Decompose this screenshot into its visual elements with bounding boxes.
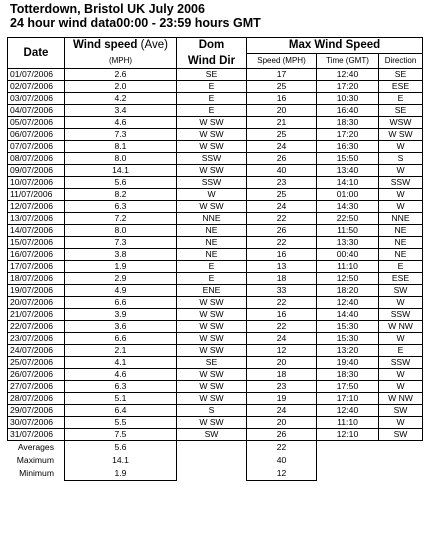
cell-dom-dir: E <box>177 81 247 93</box>
cell-max-dir: W <box>379 417 423 429</box>
cell-date: 29/07/2006 <box>8 405 65 417</box>
summary-label: Minimum <box>19 468 54 479</box>
cell-dom-dir: ENE <box>177 285 247 297</box>
cell-max-time: 12:40 <box>317 69 379 81</box>
summary-blank <box>317 454 379 467</box>
cell-max-dir: W NW <box>379 393 423 405</box>
cell-date: 01/07/2006 <box>8 69 65 81</box>
summary-blank <box>379 467 423 481</box>
cell-ave-speed: 3.9 <box>65 309 177 321</box>
cell-date: 30/07/2006 <box>8 417 65 429</box>
cell-max-speed: 16 <box>247 309 317 321</box>
cell-date: 05/07/2006 <box>8 117 65 129</box>
table-row <box>8 429 423 441</box>
header-max-wind-speed: Max Wind Speed <box>247 38 423 54</box>
cell-ave-speed: 8.2 <box>65 189 177 201</box>
table-row <box>8 345 423 357</box>
cell-dom-dir: W SW <box>177 117 247 129</box>
cell-max-dir: W <box>379 189 423 201</box>
summary-max: 40 <box>247 454 317 467</box>
cell-date: 25/07/2006 <box>8 357 65 369</box>
cell-max-speed: 12 <box>247 345 317 357</box>
cell-max-dir: W <box>379 141 423 153</box>
cell-dom-dir: W SW <box>177 201 247 213</box>
table-row <box>8 321 423 333</box>
cell-dom-dir: S <box>177 405 247 417</box>
cell-date: 15/07/2006 <box>8 237 65 249</box>
cell-max-dir: SE <box>379 105 423 117</box>
title-location: Totterdown, Bristol UK July 2006 <box>10 2 205 16</box>
cell-max-speed: 16 <box>247 93 317 105</box>
table-row <box>8 309 423 321</box>
cell-ave-speed: 8.0 <box>65 225 177 237</box>
cell-max-speed: 23 <box>247 177 317 189</box>
summary-blank <box>317 441 379 455</box>
cell-dom-dir: W <box>177 189 247 201</box>
cell-ave-speed: 4.9 <box>65 285 177 297</box>
cell-date: 18/07/2006 <box>8 273 65 285</box>
cell-date: 21/07/2006 <box>8 309 65 321</box>
cell-dom-dir: W SW <box>177 165 247 177</box>
header-date: Date <box>8 38 65 69</box>
summary-blank <box>177 454 247 467</box>
cell-ave-speed: 5.6 <box>65 177 177 189</box>
cell-ave-speed: 4.2 <box>65 93 177 105</box>
cell-max-dir: SSW <box>379 309 423 321</box>
cell-max-dir: E <box>379 93 423 105</box>
cell-date: 03/07/2006 <box>8 93 65 105</box>
cell-ave-speed: 6.3 <box>65 201 177 213</box>
table-row <box>8 177 423 189</box>
cell-date: 04/07/2006 <box>8 105 65 117</box>
table-row <box>8 285 423 297</box>
cell-max-dir: SE <box>379 69 423 81</box>
cell-max-speed: 26 <box>247 153 317 165</box>
cell-max-speed: 25 <box>247 189 317 201</box>
cell-max-dir: W NW <box>379 321 423 333</box>
cell-dom-dir: E <box>177 93 247 105</box>
cell-max-time: 12:40 <box>317 405 379 417</box>
cell-max-dir: S <box>379 153 423 165</box>
summary-ave: 14.1 <box>65 454 177 467</box>
cell-dom-dir: SE <box>177 69 247 81</box>
cell-dom-dir: W SW <box>177 417 247 429</box>
cell-ave-speed: 6.3 <box>65 381 177 393</box>
cell-ave-speed: 2.9 <box>65 273 177 285</box>
cell-max-speed: 26 <box>247 225 317 237</box>
cell-max-dir: W <box>379 297 423 309</box>
cell-max-speed: 23 <box>247 381 317 393</box>
header-max-time: Time (GMT) <box>317 54 379 69</box>
cell-ave-speed: 7.3 <box>65 129 177 141</box>
cell-date: 26/07/2006 <box>8 369 65 381</box>
cell-date: 22/07/2006 <box>8 321 65 333</box>
cell-dom-dir: E <box>177 273 247 285</box>
table-row <box>8 261 423 273</box>
summary-max: 12 <box>247 467 317 481</box>
cell-max-time: 18:30 <box>317 117 379 129</box>
summary-label: Averages <box>17 442 54 452</box>
cell-max-time: 11:10 <box>317 417 379 429</box>
cell-date: 07/07/2006 <box>8 141 65 153</box>
cell-max-time: 13:20 <box>317 345 379 357</box>
cell-max-dir: NE <box>379 237 423 249</box>
cell-ave-speed: 4.1 <box>65 357 177 369</box>
cell-max-speed: 18 <box>247 369 317 381</box>
cell-date: 09/07/2006 <box>8 165 65 177</box>
header-wind-speed-label: Wind speed <box>73 39 138 52</box>
table-row <box>8 165 423 177</box>
cell-max-dir: SW <box>379 405 423 417</box>
cell-max-time: 18:20 <box>317 285 379 297</box>
cell-max-time: 22:50 <box>317 213 379 225</box>
cell-dom-dir: SW <box>177 429 247 441</box>
cell-max-speed: 17 <box>247 69 317 81</box>
cell-ave-speed: 7.5 <box>65 429 177 441</box>
summary-blank <box>317 467 379 481</box>
cell-max-speed: 24 <box>247 405 317 417</box>
table-row <box>8 201 423 213</box>
cell-max-speed: 20 <box>247 417 317 429</box>
table-row <box>8 417 423 429</box>
summary-row <box>8 454 423 467</box>
cell-max-time: 12:50 <box>317 273 379 285</box>
cell-ave-speed: 1.9 <box>65 261 177 273</box>
table-row <box>8 213 423 225</box>
wind-data-table <box>7 37 423 481</box>
cell-date: 12/07/2006 <box>8 201 65 213</box>
cell-max-time: 15:30 <box>317 321 379 333</box>
summary-row <box>8 441 423 455</box>
cell-dom-dir: E <box>177 261 247 273</box>
summary-blank <box>379 441 423 455</box>
table-row <box>8 93 423 105</box>
cell-ave-speed: 4.6 <box>65 117 177 129</box>
cell-max-speed: 22 <box>247 321 317 333</box>
table-row <box>8 357 423 369</box>
cell-max-dir: NNE <box>379 213 423 225</box>
header-wind-speed-ave: (Ave) <box>140 39 168 52</box>
table-row <box>8 81 423 93</box>
table-row <box>8 141 423 153</box>
cell-max-speed: 25 <box>247 129 317 141</box>
cell-max-speed: 25 <box>247 81 317 93</box>
table-row <box>8 297 423 309</box>
table-row <box>8 333 423 345</box>
cell-max-time: 10:30 <box>317 93 379 105</box>
cell-dom-dir: NE <box>177 237 247 249</box>
cell-max-dir: W <box>379 381 423 393</box>
table-row <box>8 405 423 417</box>
cell-date: 10/07/2006 <box>8 177 65 189</box>
cell-max-speed: 16 <box>247 249 317 261</box>
cell-date: 17/07/2006 <box>8 261 65 273</box>
header-dom: Dom <box>177 38 247 54</box>
table-row <box>8 393 423 405</box>
cell-max-time: 18:30 <box>317 369 379 381</box>
cell-date: 13/07/2006 <box>8 213 65 225</box>
summary-max: 22 <box>247 441 317 455</box>
cell-max-time: 16:40 <box>317 105 379 117</box>
header-wind-dir: Wind Dir <box>177 54 247 69</box>
cell-max-dir: SSW <box>379 357 423 369</box>
cell-dom-dir: W SW <box>177 309 247 321</box>
cell-ave-speed: 7.3 <box>65 237 177 249</box>
cell-ave-speed: 5.5 <box>65 417 177 429</box>
cell-dom-dir: NE <box>177 249 247 261</box>
cell-max-dir: ESE <box>379 273 423 285</box>
summary-ave: 5.6 <box>65 441 177 455</box>
cell-date: 24/07/2006 <box>8 345 65 357</box>
table-row <box>8 273 423 285</box>
cell-ave-speed: 14.1 <box>65 165 177 177</box>
summary-blank <box>177 467 247 481</box>
cell-dom-dir: W SW <box>177 333 247 345</box>
cell-max-speed: 22 <box>247 297 317 309</box>
cell-max-speed: 40 <box>247 165 317 177</box>
cell-dom-dir: W SW <box>177 321 247 333</box>
cell-ave-speed: 2.6 <box>65 69 177 81</box>
cell-max-time: 17:10 <box>317 393 379 405</box>
header-max-speed: Speed (MPH) <box>247 54 317 69</box>
cell-max-speed: 33 <box>247 285 317 297</box>
cell-dom-dir: E <box>177 105 247 117</box>
cell-date: 11/07/2006 <box>8 189 65 201</box>
cell-date: 06/07/2006 <box>8 129 65 141</box>
cell-max-speed: 18 <box>247 273 317 285</box>
cell-max-dir: W <box>379 165 423 177</box>
cell-max-speed: 13 <box>247 261 317 273</box>
cell-max-dir: E <box>379 345 423 357</box>
table-row <box>8 237 423 249</box>
cell-max-speed: 26 <box>247 429 317 441</box>
cell-dom-dir: SE <box>177 357 247 369</box>
cell-date: 28/07/2006 <box>8 393 65 405</box>
cell-ave-speed: 5.1 <box>65 393 177 405</box>
cell-dom-dir: NE <box>177 225 247 237</box>
cell-max-time: 13:40 <box>317 165 379 177</box>
cell-dom-dir: W SW <box>177 381 247 393</box>
cell-max-speed: 24 <box>247 333 317 345</box>
cell-max-dir: E <box>379 261 423 273</box>
cell-max-time: 12:10 <box>317 429 379 441</box>
table-row <box>8 381 423 393</box>
cell-max-speed: 22 <box>247 213 317 225</box>
cell-dom-dir: W SW <box>177 369 247 381</box>
cell-ave-speed: 3.8 <box>65 249 177 261</box>
cell-max-time: 00:40 <box>317 249 379 261</box>
cell-max-speed: 20 <box>247 105 317 117</box>
cell-max-speed: 21 <box>247 117 317 129</box>
cell-max-time: 14:30 <box>317 201 379 213</box>
cell-max-time: 15:30 <box>317 333 379 345</box>
cell-dom-dir: W SW <box>177 345 247 357</box>
title-period: 24 hour wind data00:00 - 23:59 hours GMT <box>10 16 261 30</box>
cell-max-time: 19:40 <box>317 357 379 369</box>
cell-max-time: 15:50 <box>317 153 379 165</box>
header-wind-speed-unit: (MPH) <box>65 54 177 69</box>
cell-max-speed: 24 <box>247 141 317 153</box>
cell-max-dir: WSW <box>379 117 423 129</box>
table-row <box>8 153 423 165</box>
cell-max-time: 17:20 <box>317 81 379 93</box>
cell-dom-dir: W SW <box>177 129 247 141</box>
table-row <box>8 369 423 381</box>
header-wind-speed <box>65 38 177 54</box>
cell-ave-speed: 2.0 <box>65 81 177 93</box>
summary-ave: 1.9 <box>65 467 177 481</box>
cell-max-speed: 20 <box>247 357 317 369</box>
cell-max-dir: W <box>379 333 423 345</box>
cell-max-speed: 22 <box>247 237 317 249</box>
cell-max-time: 13:30 <box>317 237 379 249</box>
cell-max-dir: W <box>379 369 423 381</box>
cell-date: 14/07/2006 <box>8 225 65 237</box>
summary-row <box>8 467 423 481</box>
cell-max-speed: 19 <box>247 393 317 405</box>
cell-ave-speed: 2.1 <box>65 345 177 357</box>
table-row <box>8 129 423 141</box>
cell-dom-dir: W SW <box>177 297 247 309</box>
cell-ave-speed: 4.6 <box>65 369 177 381</box>
cell-max-time: 01:00 <box>317 189 379 201</box>
cell-max-dir: W SW <box>379 129 423 141</box>
cell-max-time: 11:10 <box>317 261 379 273</box>
cell-date: 02/07/2006 <box>8 81 65 93</box>
cell-date: 19/07/2006 <box>8 285 65 297</box>
cell-max-time: 11:50 <box>317 225 379 237</box>
cell-ave-speed: 8.0 <box>65 153 177 165</box>
summary-blank <box>177 441 247 455</box>
cell-date: 20/07/2006 <box>8 297 65 309</box>
cell-max-time: 14:10 <box>317 177 379 189</box>
cell-date: 27/07/2006 <box>8 381 65 393</box>
cell-max-dir: NE <box>379 225 423 237</box>
cell-ave-speed: 7.2 <box>65 213 177 225</box>
cell-max-dir: SSW <box>379 177 423 189</box>
cell-max-time: 17:50 <box>317 381 379 393</box>
cell-max-speed: 24 <box>247 201 317 213</box>
cell-max-time: 14:40 <box>317 309 379 321</box>
cell-dom-dir: W SW <box>177 393 247 405</box>
header-max-direction: Direction <box>379 54 423 69</box>
cell-max-time: 16:30 <box>317 141 379 153</box>
cell-ave-speed: 6.4 <box>65 405 177 417</box>
cell-ave-speed: 6.6 <box>65 333 177 345</box>
table-row <box>8 189 423 201</box>
table-row <box>8 105 423 117</box>
cell-ave-speed: 3.4 <box>65 105 177 117</box>
header-row-1 <box>8 38 423 54</box>
table-row <box>8 69 423 81</box>
cell-dom-dir: W SW <box>177 141 247 153</box>
cell-date: 16/07/2006 <box>8 249 65 261</box>
cell-dom-dir: NNE <box>177 213 247 225</box>
cell-date: 31/07/2006 <box>8 429 65 441</box>
table-row <box>8 225 423 237</box>
cell-dom-dir: SSW <box>177 177 247 189</box>
cell-max-time: 12:40 <box>317 297 379 309</box>
header-row-2 <box>8 54 423 69</box>
cell-max-dir: NE <box>379 249 423 261</box>
cell-ave-speed: 3.6 <box>65 321 177 333</box>
cell-max-dir: W <box>379 201 423 213</box>
cell-max-dir: ESE <box>379 81 423 93</box>
table-row <box>8 249 423 261</box>
cell-date: 08/07/2006 <box>8 153 65 165</box>
cell-dom-dir: SSW <box>177 153 247 165</box>
cell-max-dir: SW <box>379 429 423 441</box>
cell-max-dir: SW <box>379 285 423 297</box>
cell-ave-speed: 8.1 <box>65 141 177 153</box>
cell-ave-speed: 6.6 <box>65 297 177 309</box>
cell-date: 23/07/2006 <box>8 333 65 345</box>
summary-blank <box>379 454 423 467</box>
cell-max-time: 17:20 <box>317 129 379 141</box>
summary-label: Maximum <box>16 455 54 465</box>
table-row <box>8 117 423 129</box>
